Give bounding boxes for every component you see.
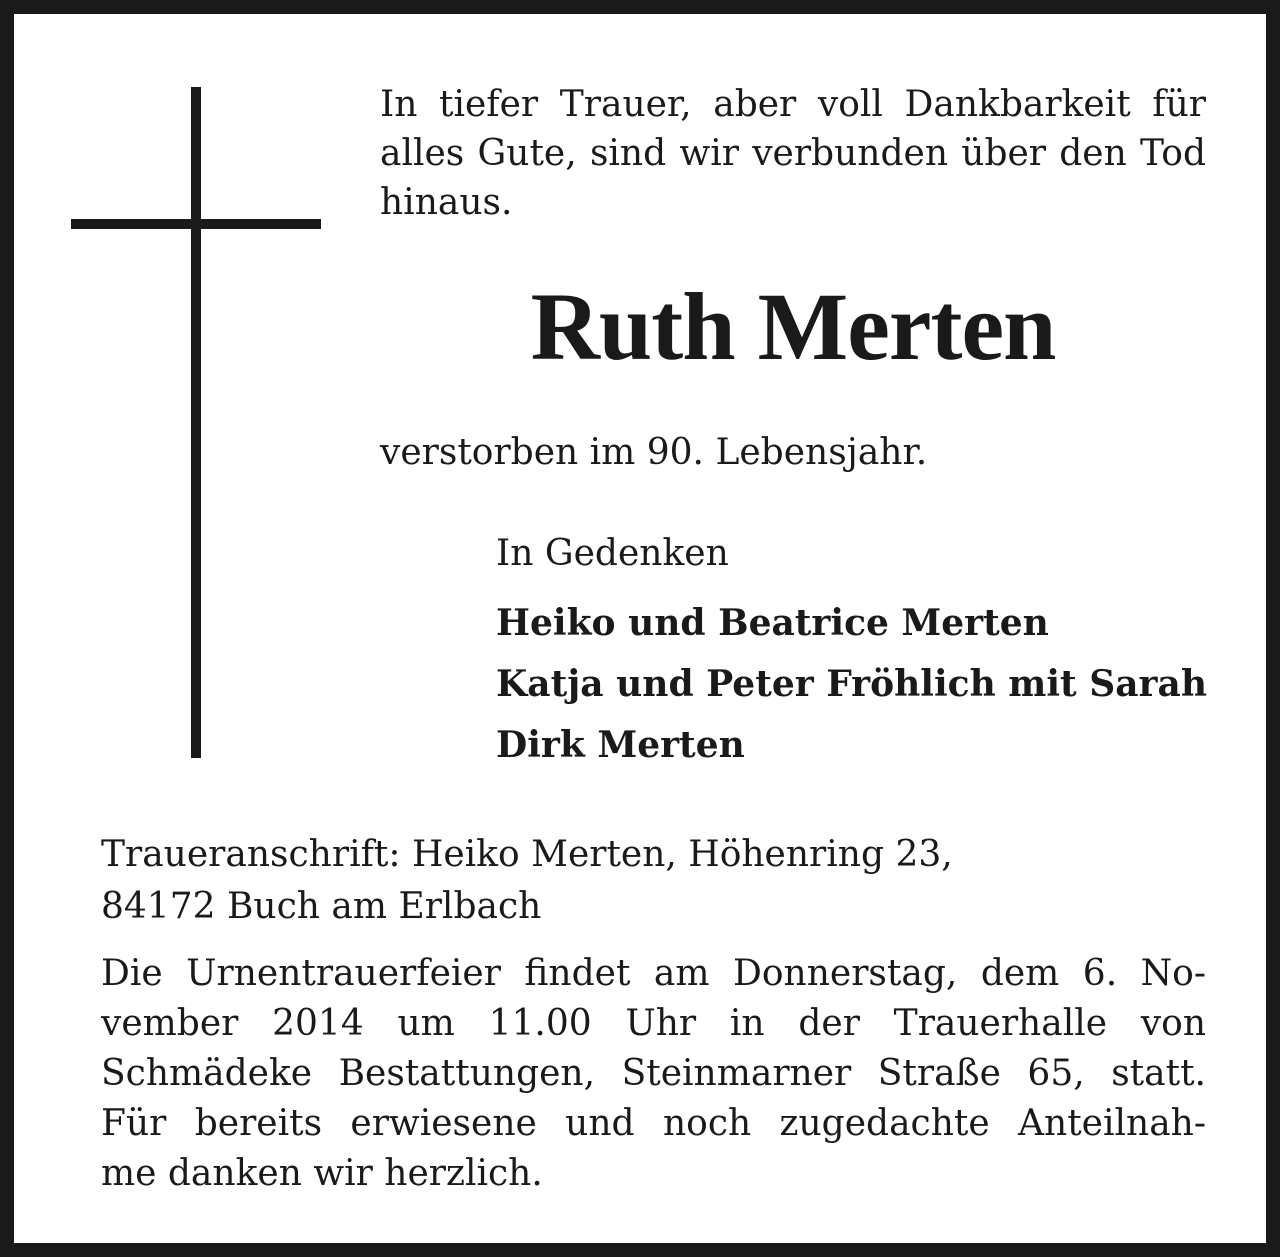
mourner-name: Dirk Merten	[496, 724, 745, 766]
ceremony-notice	[101, 949, 1206, 1199]
mourner-name: Heiko und Beatrice Merten	[496, 602, 1049, 644]
ceremony-line: Schmädeke Bestattungen, Steinmarner Straße 65, statt.	[101, 1053, 1206, 1094]
ceremony-line: Für bereits erwiesene und noch zugedachte Anteilnah-	[101, 1103, 1206, 1144]
cross-icon	[191, 87, 201, 758]
ceremony-line: Die Urnentrauerfeier findet am Donnerstag, dem 6. No-	[101, 953, 1206, 994]
mourning-address	[101, 829, 1206, 933]
mourner-name: Katja und Peter Fröhlich mit Sarah	[496, 663, 1207, 705]
address-line: Traueranschrift: Heiko Merten, Höhenring 23,	[101, 834, 953, 875]
deceased-name: Ruth Merten	[530, 273, 1056, 380]
cross-icon-crossbar	[71, 219, 321, 229]
ceremony-line: vember 2014 um 11.00 Uhr in der Trauerhalle von	[101, 1003, 1206, 1044]
remembrance-heading: In Gedenken	[496, 533, 729, 574]
age-line: verstorben im 90. Lebensjahr.	[380, 432, 928, 473]
ceremony-line: me danken wir herzlich.	[101, 1153, 543, 1194]
intro-text: In tiefer Trauer, aber voll Dankbarkeit für alles Gute, sind wir verbunden über den Tod hinaus.	[380, 84, 1206, 223]
address-line: 84172 Buch am Erlbach	[101, 886, 542, 927]
